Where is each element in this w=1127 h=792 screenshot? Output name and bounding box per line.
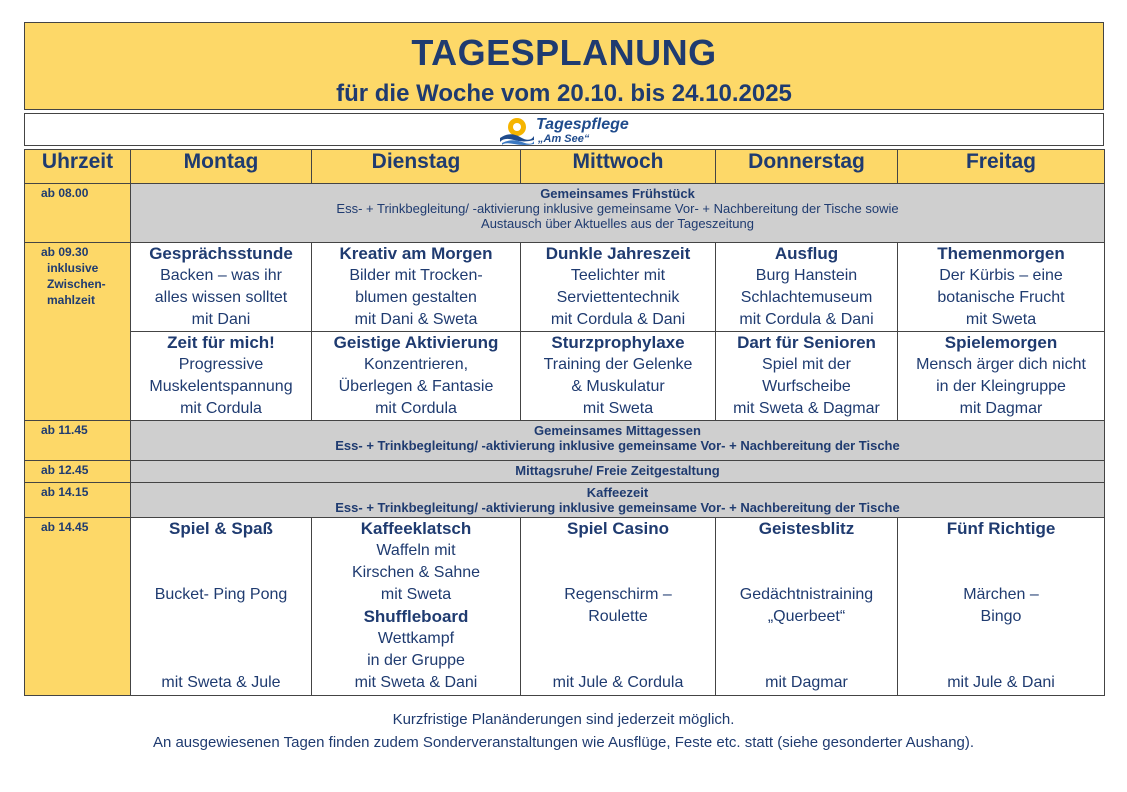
afternoon-row <box>25 518 1105 696</box>
activity-cell: Fünf Richtige Märchen – Bingo mit Jule & Dani <box>898 518 1105 696</box>
time-cell: ab 09.30 inklusive Zwischen- mahlzeit <box>25 243 131 421</box>
coffee-row <box>25 483 1105 518</box>
sun-wave-icon <box>498 116 536 146</box>
activity-cell: Gesprächsstunde Backen – was ihr alles wissen solltet mit Dani <box>131 243 312 332</box>
page-subtitle: für die Woche vom 20.10. bis 24.10.2025 <box>336 80 792 107</box>
rest-cell: Mittagsruhe/ Freie Zeitgestaltung <box>131 461 1105 483</box>
morning-row-2 <box>25 332 1105 421</box>
col-header-wednesday: Mittwoch <box>521 150 716 184</box>
rest-row <box>25 461 1105 483</box>
activity-cell: Spiel Casino Regenschirm – Roulette mit Jule & Cordula <box>521 518 716 696</box>
col-header-tuesday: Dienstag <box>312 150 521 184</box>
page-title: TAGESPLANUNG <box>411 32 717 73</box>
day-header-row <box>25 150 1105 184</box>
activity-cell: Zeit für mich! Progressive Muskelentspannung mit Cordula <box>131 332 312 421</box>
logo-text-main: Tagespflege <box>536 116 629 133</box>
activity-cell: Geistige Aktivierung Konzentrieren, Überlegen & Fantasie mit Cordula <box>312 332 521 421</box>
time-cell: ab 12.45 <box>25 461 131 483</box>
activity-cell: Kreativ am Morgen Bilder mit Trocken- blumen gestalten mit Dani & Sweta <box>312 243 521 332</box>
footer-note-1: Kurzfristige Planänderungen sind jederzeit möglich. <box>392 711 735 728</box>
lunch-row <box>25 421 1105 461</box>
footer-note-2: An ausgewiesenen Tagen finden zudem Sonderveranstaltungen wie Ausflüge, Feste etc. statt (siehe gesonderter Aushang). <box>152 734 975 751</box>
activity-cell: Dunkle Jahreszeit Teelichter mit Serviettentechnik mit Cordula & Dani <box>521 243 716 332</box>
activity-cell: Geistesblitz Gedächtnistraining „Querbeet“ mit Dagmar <box>716 518 898 696</box>
logo <box>498 116 648 146</box>
col-header-thursday: Donnerstag <box>716 150 898 184</box>
activity-cell: Spiel & Spaß Bucket- Ping Pong mit Sweta & Jule <box>131 518 312 696</box>
col-header-friday: Freitag <box>898 150 1105 184</box>
activity-cell: Ausflug Burg Hanstein Schlachtemuseum mit Cordula & Dani <box>716 243 898 332</box>
breakfast-cell: Gemeinsames Frühstück Ess- + Trinkbegleitung/ -aktivierung inklusive gemeinsame Vor- + Nachbereitung der Tische sowie Austausch über Aktuelles aus der Tageszeitung <box>131 184 1105 243</box>
activity-cell: Sturzprophylaxe Training der Gelenke & Muskulatur mit Sweta <box>521 332 716 421</box>
col-header-monday: Montag <box>131 150 312 184</box>
time-cell: ab 11.45 <box>25 421 131 461</box>
schedule-table <box>24 149 1105 696</box>
logo-row <box>24 113 1104 146</box>
breakfast-row <box>25 184 1105 243</box>
header-banner <box>24 22 1104 110</box>
activity-cell: Kaffeeklatsch Waffeln mit Kirschen & Sahne mit Sweta Shuffleboard Wettkampf in der Gruppe mit Sweta & Dani <box>312 518 521 696</box>
activity-cell: Dart für Senioren Spiel mit der Wurfscheibe mit Sweta & Dagmar <box>716 332 898 421</box>
lunch-cell: Gemeinsames Mittagessen Ess- + Trinkbegleitung/ -aktivierung inklusive gemeinsame Vor- + Nachbereitung der Tische <box>131 421 1105 461</box>
time-cell: ab 14.15 <box>25 483 131 518</box>
col-header-time: Uhrzeit <box>25 150 131 184</box>
morning-row-1 <box>25 243 1105 332</box>
activity-cell: Themenmorgen Der Kürbis – eine botanische Frucht mit Sweta <box>898 243 1105 332</box>
time-cell: ab 14.45 <box>25 518 131 696</box>
coffee-cell: Kaffeezeit Ess- + Trinkbegleitung/ -aktivierung inklusive gemeinsame Vor- + Nachbereitung der Tische <box>131 483 1105 518</box>
logo-text-sub: „Am See“ <box>538 133 590 145</box>
activity-cell: Spielemorgen Mensch ärger dich nicht in der Kleingruppe mit Dagmar <box>898 332 1105 421</box>
time-cell: ab 08.00 <box>25 184 131 243</box>
